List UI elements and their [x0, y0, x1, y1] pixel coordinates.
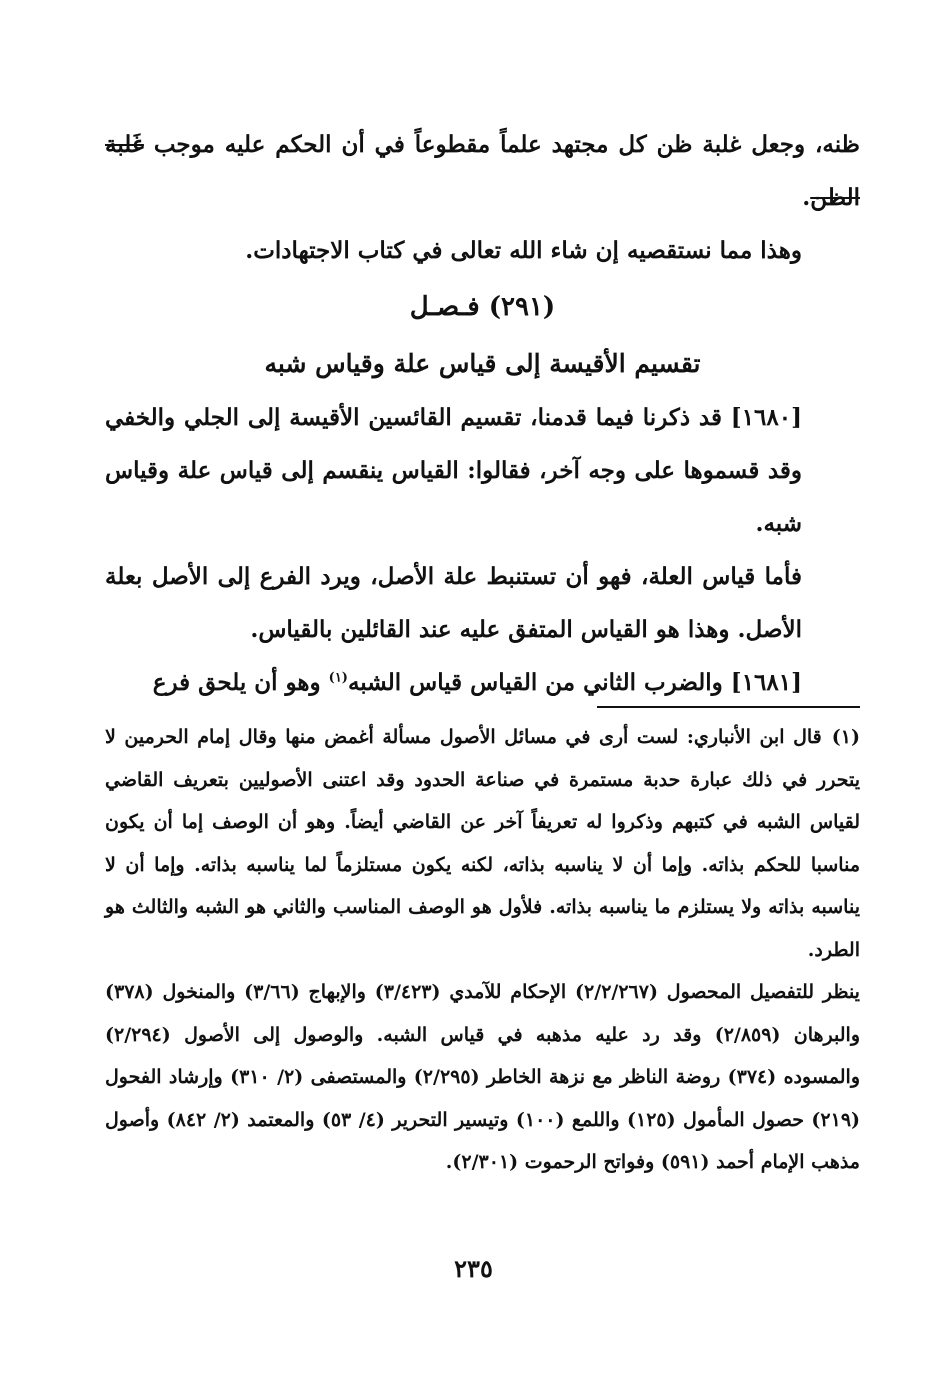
paragraph-5-after: وهو أن يلحق فرع	[152, 669, 329, 696]
section-title: تقسيم الأقيسة إلى قياس علة وقياس شبه	[264, 349, 701, 378]
paragraph-4: فأما قياس العلة، فهو أن تستنبط علة الأصل، ويرد الفرع إلى الأصل بعلة الأصل. وهذا هو القياس المتفق عليه عند القائلين بالقياس.	[105, 563, 802, 643]
paragraph-1	[105, 118, 860, 224]
footnote-marker: (١)	[831, 726, 860, 748]
paragraph-1-text: ظنه، وجعل غلبة ظن كل مجتهد علماً مقطوعاً في أن الحكم عليه موجب	[153, 131, 860, 158]
paragraph-5-before: [١٦٨١] والضرب الثاني من القياس قياس الشبه	[347, 669, 802, 696]
footnote-references: ينظر للتفصيل المحصول (٢/٢/٢٦٧) الإحكام للآمدي (٣/٤٢٣) والإبهاج (٣/٦٦) والمنخول (٣٧٨) والبرهان (٢/٨٥٩) وقد رد عليه مذهبه في قياس الشبه. والوصول إلى الأصول (٢/٢٩٤) والمسوده (٣٧٤) روضة الناظر مع نزهة الخاطر (٢/٢٩٥) والمستصفى (٢/ ٣١٠) وإرشاد الفحول (٢١٩) حصول المأمول (١٢٥) واللمع (١٠٠) وتيسير التحرير (٤/ ٥٣) والمعتمد (٢/ ٨٤٢) وأصول مذهب الإمام أحمد (٥٩١) وفواتح الرحموت (٢/٣٠١).	[105, 981, 861, 1173]
paragraph-2: وهذا مما نستقصيه إن شاء الله تعالى في كتاب الاجتهادات.	[245, 237, 802, 264]
section-heading: (٢٩١) فـصـل	[409, 292, 556, 322]
paragraph-3: [١٦٨٠] قد ذكرنا فيما قدمنا، تقسيم القائسين الأقيسة إلى الجلي والخفي وقد قسموها على وجه آخر، فقالوا: القياس ينقسم إلى قياس علة وقياس شبه.	[105, 404, 802, 537]
footnote-1	[105, 716, 860, 971]
footnotes	[105, 716, 860, 1184]
footnote-text-1: قال ابن الأنباري: لست أرى في مسائل الأصول مسألة أغمض منها وقال إمام الحرمين لا يتحرر في ذلك عبارة حدبة مستمرة في صناعة الحدود وقد اعتنى الأصوليين بتعريف القاضي لقياس الشبه في كتبهم وذكروا له تعريفاً آخر عن القاضي أيضاً. وهو أن الوصف إما أن يكون مناسبا للحكم بذاته. وإما أن لا يناسبه بذاته، لكنه يكون مستلزماً لما يناسبه بذاته. وإما أن لا يناسبه بذاته ولا يستلزم ما يناسبه بذاته. فلأول هو الوصف المناسب والثاني هو الشبه والثالث هو الطرد.	[105, 726, 860, 961]
paragraph-1-end: .	[802, 184, 811, 211]
main-text	[105, 118, 860, 709]
page-number: ٢٣٥	[454, 1254, 493, 1283]
footnote-separator	[597, 706, 860, 708]
struck-phrase: غَلبة الظن	[105, 131, 860, 211]
paragraph-5	[105, 656, 860, 709]
footnote-reference[interactable]: (١)	[328, 670, 348, 686]
